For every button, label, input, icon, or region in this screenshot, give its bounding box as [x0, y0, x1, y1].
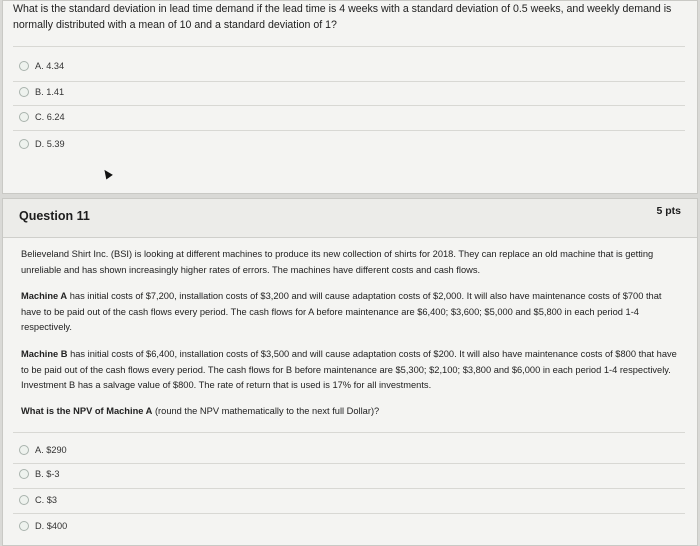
machine-b-label: Machine B — [21, 349, 68, 359]
q1-option-b[interactable] — [19, 87, 64, 97]
divider — [13, 81, 685, 82]
q2-option-a[interactable] — [19, 445, 67, 455]
question-title: Question 11 — [19, 209, 90, 223]
q1-option-d-label: D. 5.39 — [35, 139, 65, 149]
question-intro: Believeland Shirt Inc. (BSI) is looking at different machines to produce its new collection of shirts for 2018. They can replace an old machine that is getting unreliable and has shown increasingly higher rates of errors. The machines have different costs and cash flows. — [21, 249, 654, 275]
divider — [13, 463, 685, 464]
machine-b-text: has initial costs of $6,400, installation costs of $3,500 and will cause adaptation costs of $200. It will also have maintenance costs of $800 that have to be paid out of the cash flows every period. The cash flows for B before maintenance are $5,300; $2,100; $3,800 and $6,000 in each period 1-4 respectively. Investment B has a salvage value of $800. The rate of return that is used is 17% for all investments. — [21, 349, 677, 390]
q1-option-d[interactable] — [19, 139, 65, 149]
q1-option-a-label: A. 4.34 — [35, 61, 65, 71]
q2-option-d[interactable] — [19, 521, 67, 531]
q2-option-c-label: C. $3 — [35, 495, 57, 505]
machine-b-description — [21, 347, 681, 394]
radio-icon[interactable] — [19, 61, 29, 71]
q1-option-c[interactable] — [19, 112, 65, 122]
question-card-1 — [2, 0, 698, 194]
divider — [13, 488, 685, 489]
radio-icon[interactable] — [19, 445, 29, 455]
question-prompt-main: What is the NPV of Machine A — [21, 406, 153, 416]
radio-icon[interactable] — [19, 112, 29, 122]
q2-option-b[interactable] — [19, 469, 60, 479]
mouse-cursor-icon — [101, 168, 113, 180]
divider — [13, 432, 685, 433]
radio-icon[interactable] — [19, 469, 29, 479]
q1-option-b-label: B. 1.41 — [35, 87, 65, 97]
q2-option-d-label: D. $400 — [35, 521, 68, 531]
question-prompt-suffix: (round the NPV mathematically to the next full Dollar)? — [152, 406, 380, 416]
q2-option-b-label: B. $-3 — [35, 469, 60, 479]
question-prompt — [21, 404, 681, 420]
machine-a-text: has initial costs of $7,200, installation costs of $3,200 and will cause adaptation costs of $2,000. It will also have maintenance costs of $700 that have to be paid out of the cash flows every period. The cash flows for A before maintenance are $6,400; $3,600; $5,000 and $5,800 in each period 1-4 respectively. — [21, 291, 662, 332]
machine-a-description — [21, 289, 681, 336]
q1-option-a[interactable] — [19, 61, 64, 71]
divider — [13, 130, 685, 131]
question-card-11 — [2, 198, 698, 546]
radio-icon[interactable] — [19, 87, 29, 97]
q1-option-c-label: C. 6.24 — [35, 112, 65, 122]
q2-option-c[interactable] — [19, 495, 57, 505]
radio-icon[interactable] — [19, 521, 29, 531]
divider — [13, 105, 685, 106]
question-1-text: What is the standard deviation in lead time demand if the lead time is 4 weeks with a standard deviation of 0.5 weeks, and weekly demand is normally distributed with a mean of 10 and a standard deviation of 1? — [13, 3, 672, 31]
divider — [13, 46, 685, 47]
machine-a-label: Machine A — [21, 291, 68, 301]
q2-option-a-label: A. $290 — [35, 445, 67, 455]
divider — [13, 513, 685, 514]
question-points: 5 pts — [656, 205, 681, 217]
radio-icon[interactable] — [19, 495, 29, 505]
radio-icon[interactable] — [19, 139, 29, 149]
question-header — [3, 199, 697, 238]
